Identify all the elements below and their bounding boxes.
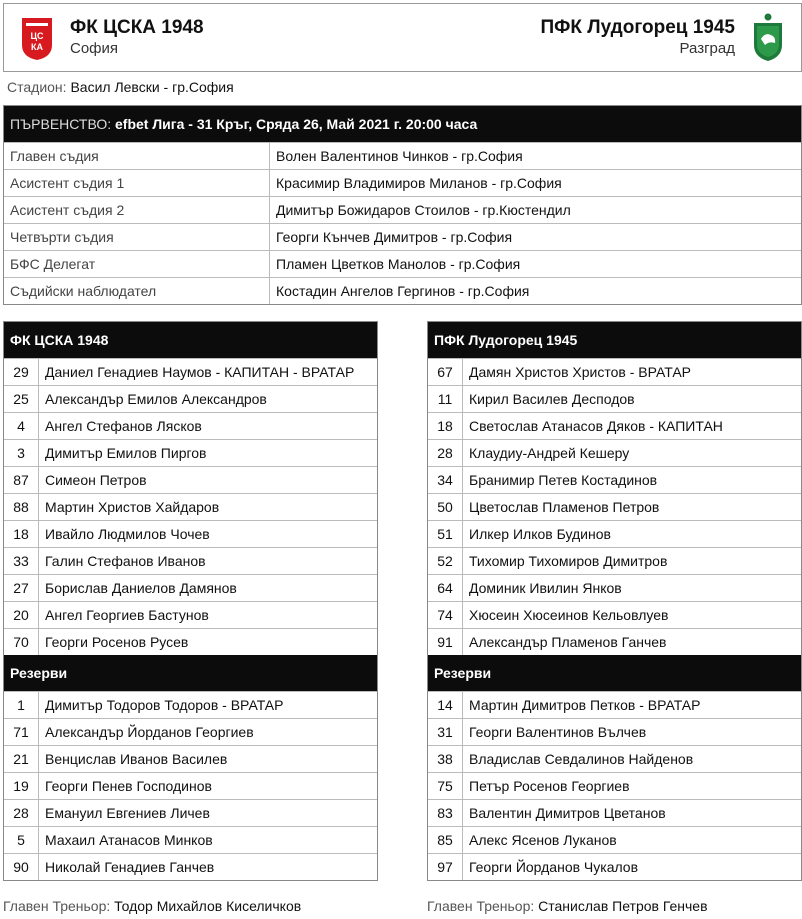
player-name: Мартин Димитров Петков - ВРАТАР <box>469 697 701 713</box>
home-lineup-table <box>3 321 378 881</box>
home-reserves-title: Резерви <box>4 655 377 691</box>
player-name: Дамян Христов Христов - ВРАТАР <box>469 364 692 380</box>
player-row <box>4 853 377 880</box>
player-name: Александър Емилов Александров <box>45 391 267 407</box>
player-name: Махаил Атанасов Минков <box>45 832 213 848</box>
player-number: 71 <box>4 719 39 745</box>
home-team-name: ФК ЦСКА 1948 <box>70 17 204 38</box>
official-row <box>4 277 801 304</box>
match-header <box>3 3 802 72</box>
player-number: 27 <box>4 575 39 601</box>
ludogorets-logo-icon <box>751 11 785 63</box>
player-row <box>4 745 377 772</box>
player-number: 1 <box>4 692 39 718</box>
official-row <box>4 223 801 250</box>
player-row <box>428 601 801 628</box>
player-number: 3 <box>4 440 39 466</box>
player-number: 33 <box>4 548 39 574</box>
player-row <box>428 412 801 439</box>
player-row <box>4 358 377 385</box>
player-name: Илкер Илков Будинов <box>469 526 611 542</box>
player-name: Георги Росенов Русев <box>45 634 189 650</box>
player-row <box>4 601 377 628</box>
player-row <box>4 412 377 439</box>
player-row <box>428 520 801 547</box>
away-lineup-table <box>427 321 802 881</box>
player-row <box>428 385 801 412</box>
stadium-value: Васил Левски - гр.София <box>70 79 234 95</box>
svg-text:ЦС: ЦС <box>30 31 44 41</box>
official-role: Съдийски наблюдател <box>4 278 270 304</box>
svg-text:КА: КА <box>31 42 43 52</box>
player-row <box>4 439 377 466</box>
player-row <box>428 718 801 745</box>
official-person: Волен Валентинов Чинков - гр.София <box>276 148 523 164</box>
player-name: Бранимир Петев Костадинов <box>469 472 658 488</box>
player-name: Светослав Атанасов Дяков - КАПИТАН <box>469 418 723 434</box>
player-number: 19 <box>4 773 39 799</box>
player-number: 83 <box>428 800 463 826</box>
official-row <box>4 169 801 196</box>
player-number: 34 <box>428 467 463 493</box>
player-name: Венцислав Иванов Василев <box>45 751 228 767</box>
home-lineup-title: ФК ЦСКА 1948 <box>4 322 377 358</box>
player-name: Алекс Ясенов Луканов <box>469 832 617 848</box>
player-number: 50 <box>428 494 463 520</box>
player-row <box>4 799 377 826</box>
player-row <box>428 358 801 385</box>
player-number: 70 <box>4 629 39 655</box>
player-row <box>4 574 377 601</box>
player-name: Николай Генадиев Ганчев <box>45 859 215 875</box>
player-number: 52 <box>428 548 463 574</box>
official-role: Главен съдия <box>4 143 270 169</box>
player-row <box>4 628 377 655</box>
player-row <box>428 547 801 574</box>
away-reserves-title: Резерви <box>428 655 801 691</box>
stadium-line <box>7 79 234 95</box>
player-name: Симеон Петров <box>45 472 147 488</box>
official-row <box>4 250 801 277</box>
cska-logo-icon <box>20 15 54 61</box>
player-number: 51 <box>428 521 463 547</box>
player-number: 29 <box>4 359 39 385</box>
player-row <box>428 493 801 520</box>
player-number: 5 <box>4 827 39 853</box>
player-number: 88 <box>4 494 39 520</box>
player-name: Георги Пенев Господинов <box>45 778 212 794</box>
official-row <box>4 142 801 169</box>
player-name: Даниел Генадиев Наумов - КАПИТАН - ВРАТАР <box>45 364 355 380</box>
player-name: Димитър Емилов Пиргов <box>45 445 207 461</box>
player-name: Кирил Василев Десподов <box>469 391 635 407</box>
player-name: Георги Валентинов Вълчев <box>469 724 647 740</box>
official-role: Асистент съдия 2 <box>4 197 270 223</box>
player-row <box>428 574 801 601</box>
player-name: Ивайло Людмилов Чочев <box>45 526 210 542</box>
official-role: Асистент съдия 1 <box>4 170 270 196</box>
player-name: Клаудиу-Андрей Кешеру <box>469 445 630 461</box>
player-name: Галин Стефанов Иванов <box>45 553 206 569</box>
championship-info: efbet Лига - 31 Кръг, Сряда 26, Май 2021 г. 20:00 часа <box>115 116 478 132</box>
player-row <box>428 826 801 853</box>
player-row <box>428 772 801 799</box>
official-person: Костадин Ангелов Гергинов - гр.София <box>276 283 530 299</box>
player-number: 31 <box>428 719 463 745</box>
player-row <box>4 547 377 574</box>
player-name: Хюсеин Хюсеинов Кельовлуев <box>469 607 669 623</box>
player-name: Александър Йорданов Георгиев <box>45 724 254 740</box>
player-number: 75 <box>428 773 463 799</box>
home-team-city: София <box>70 40 119 57</box>
player-name: Петър Росенов Георгиев <box>469 778 630 794</box>
official-role: Четвърти съдия <box>4 224 270 250</box>
player-row <box>4 520 377 547</box>
player-name: Борислав Даниелов Дамянов <box>45 580 237 596</box>
player-name: Емануил Евгениев Личев <box>45 805 210 821</box>
player-row <box>428 799 801 826</box>
away-lineup-title: ПФК Лудогорец 1945 <box>428 322 801 358</box>
player-number: 90 <box>4 854 39 880</box>
player-name: Цветослав Пламенов Петров <box>469 499 660 515</box>
player-number: 85 <box>428 827 463 853</box>
player-number: 18 <box>428 413 463 439</box>
player-row <box>428 439 801 466</box>
player-name: Ангел Стефанов Лясков <box>45 418 202 434</box>
player-row <box>428 691 801 718</box>
player-name: Мартин Христов Хайдаров <box>45 499 220 515</box>
official-person: Пламен Цветков Манолов - гр.София <box>276 256 521 272</box>
player-number: 25 <box>4 386 39 412</box>
player-name: Валентин Димитров Цветанов <box>469 805 666 821</box>
home-coach-label: Главен Треньор: <box>3 898 111 914</box>
player-name: Ангел Георгиев Бастунов <box>45 607 209 623</box>
player-number: 64 <box>428 575 463 601</box>
player-name: Тихомир Тихомиров Димитров <box>469 553 668 569</box>
player-name: Владислав Севдалинов Найденов <box>469 751 694 767</box>
player-name: Георги Йорданов Чукалов <box>469 859 639 875</box>
official-person: Георги Кънчев Димитров - гр.София <box>276 229 513 245</box>
player-number: 74 <box>428 602 463 628</box>
player-number: 97 <box>428 854 463 880</box>
player-row <box>4 385 377 412</box>
official-role: БФС Делегат <box>4 251 270 277</box>
player-name: Димитър Тодоров Тодоров - ВРАТАР <box>45 697 284 713</box>
away-team-city: Разград <box>679 40 735 57</box>
player-number: 4 <box>4 413 39 439</box>
player-row <box>428 745 801 772</box>
player-number: 11 <box>428 386 463 412</box>
player-number: 28 <box>428 440 463 466</box>
officials-table <box>3 105 802 305</box>
player-row <box>4 772 377 799</box>
away-coach <box>427 898 708 914</box>
away-coach-name: Станислав Петров Генчев <box>538 898 708 914</box>
player-number: 67 <box>428 359 463 385</box>
away-coach-label: Главен Треньор: <box>427 898 535 914</box>
player-row <box>4 466 377 493</box>
official-person: Димитър Божидаров Стоилов - гр.Кюстендил <box>276 202 571 218</box>
player-row <box>428 466 801 493</box>
player-number: 20 <box>4 602 39 628</box>
player-row <box>428 628 801 655</box>
away-team-name: ПФК Лудогорец 1945 <box>540 17 735 38</box>
stadium-label: Стадион: <box>7 79 67 95</box>
player-row <box>4 493 377 520</box>
player-number: 87 <box>4 467 39 493</box>
player-number: 28 <box>4 800 39 826</box>
home-coach <box>3 898 301 914</box>
official-row <box>4 196 801 223</box>
official-person: Красимир Владимиров Миланов - гр.София <box>276 175 562 191</box>
player-name: Александър Пламенов Ганчев <box>469 634 667 650</box>
player-row <box>4 691 377 718</box>
player-number: 38 <box>428 746 463 772</box>
player-number: 91 <box>428 629 463 655</box>
championship-prefix: ПЪРВЕНСТВО: <box>10 116 112 132</box>
player-row <box>428 853 801 880</box>
championship-title <box>4 106 801 142</box>
home-coach-name: Тодор Михайлов Киселичков <box>114 898 302 914</box>
player-row <box>4 718 377 745</box>
player-name: Доминик Ивилин Янков <box>469 580 622 596</box>
player-number: 18 <box>4 521 39 547</box>
player-row <box>4 826 377 853</box>
player-number: 21 <box>4 746 39 772</box>
player-number: 14 <box>428 692 463 718</box>
